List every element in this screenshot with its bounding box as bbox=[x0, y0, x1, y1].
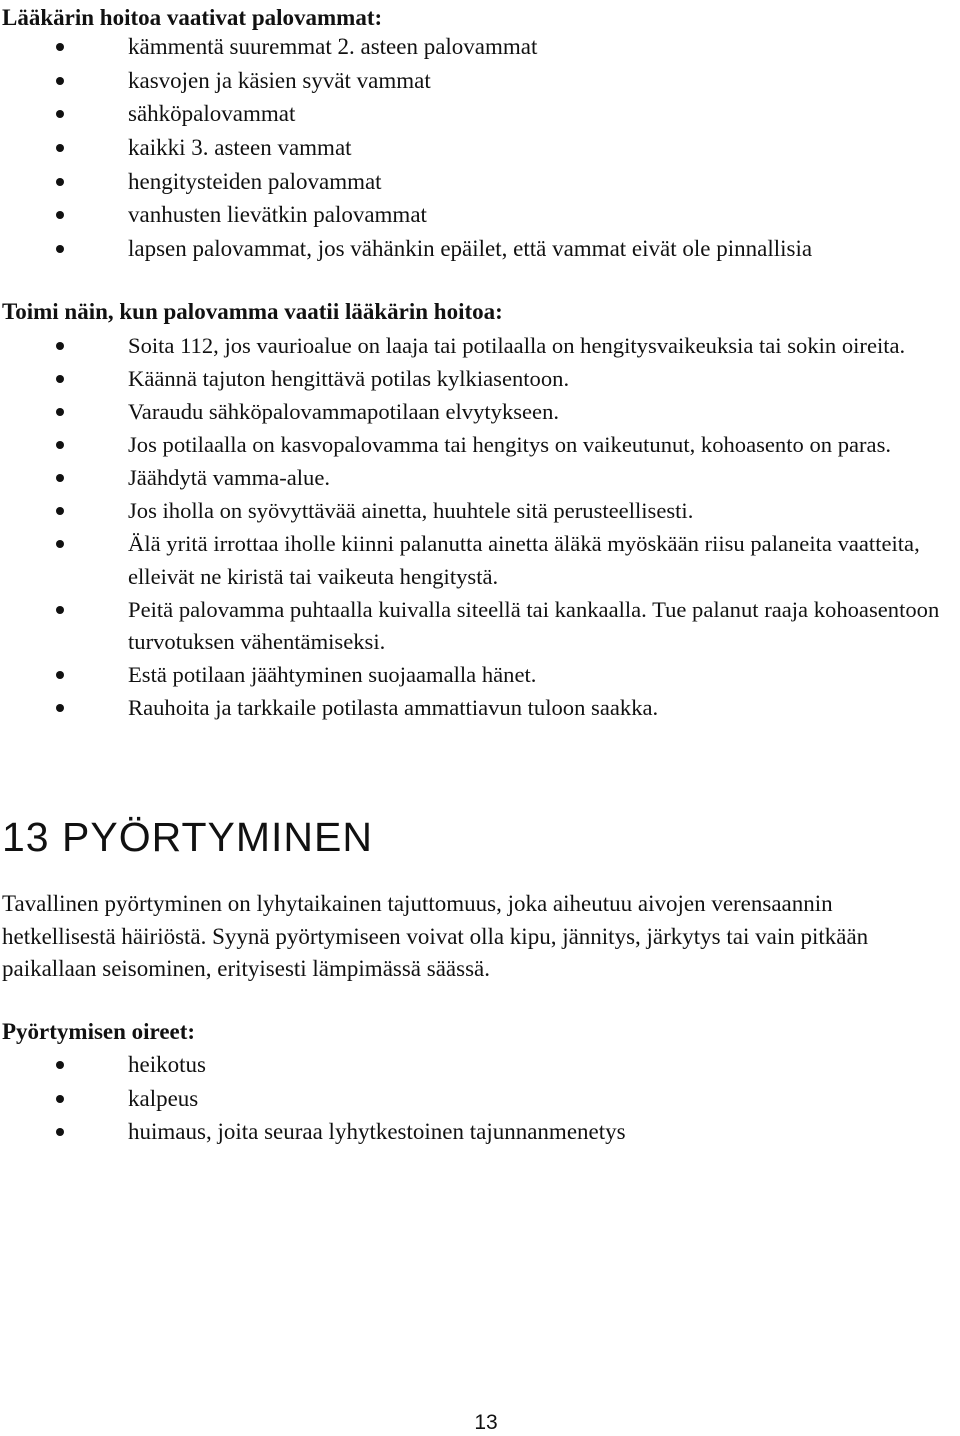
bullet-icon bbox=[56, 507, 64, 515]
bullet-icon bbox=[56, 375, 64, 383]
bullet-icon bbox=[56, 606, 64, 614]
list-item: Soita 112, jos vaurioalue on laaja tai potilaalla on hengitysvaikeuksia tai sokin oireita. bbox=[0, 330, 960, 363]
bullet-icon bbox=[56, 1128, 64, 1136]
list-item: Varaudu sähköpalovammapotilaan elvytykseen. bbox=[0, 396, 960, 429]
list-item: kalpeus bbox=[0, 1082, 960, 1116]
bullet-icon bbox=[56, 1095, 64, 1103]
bullet-icon bbox=[56, 178, 64, 186]
bullet-icon bbox=[56, 110, 64, 118]
list-item: Estä potilaan jäähtyminen suojaamalla hänet. bbox=[0, 659, 960, 692]
list-item: kämmentä suuremmat 2. asteen palovammat bbox=[0, 30, 960, 64]
list-item: huimaus, joita seuraa lyhytkestoinen tajunnanmenetys bbox=[0, 1115, 960, 1149]
chapter-title: 13 PYÖRTYMINEN bbox=[2, 814, 373, 860]
bullet-icon bbox=[56, 441, 64, 449]
list-item: hengitysteiden palovammat bbox=[0, 165, 960, 199]
list-item: heikotus bbox=[0, 1048, 960, 1082]
bullet-icon bbox=[56, 671, 64, 679]
list-item: sähköpalovammat bbox=[0, 97, 960, 131]
list-item: Käännä tajuton hengittävä potilas kylkiasentoon. bbox=[0, 363, 960, 396]
bullet-icon bbox=[56, 144, 64, 152]
actions-list bbox=[0, 330, 960, 725]
list-item: Jos potilaalla on kasvopalovamma tai hengitys on vaikeutunut, kohoasento on paras. bbox=[0, 429, 960, 462]
list-item: kasvojen ja käsien syvät vammat bbox=[0, 64, 960, 98]
actions-heading: Toimi näin, kun palovamma vaatii lääkärin hoitoa: bbox=[2, 299, 503, 324]
symptoms-heading: Pyörtymisen oireet: bbox=[2, 1019, 196, 1044]
list-item: Älä yritä irrottaa iholle kiinni palanutta ainetta äläkä myöskään riisu palaneita vaatteita, elleivät ne kiristä tai vaikeuta hengitystä. bbox=[0, 528, 960, 593]
list-item: lapsen palovammat, jos vähänkin epäilet, että vammat eivät ole pinnallisia bbox=[0, 232, 960, 266]
list-item: Rauhoita ja tarkkaile potilasta ammattiavun tuloon saakka. bbox=[0, 692, 960, 725]
fainting-paragraph: Tavallinen pyörtyminen on lyhytaikainen tajuttomuus, joka aiheutuu aivojen verensaannin hetkellisestä häiriöstä. Syynä pyörtymiseen voivat olla kipu, jännitys, järkytys tai vain pitkään paikallaan seisominen, erityisesti lämpimässä säässä. bbox=[2, 891, 869, 981]
bullet-icon bbox=[56, 77, 64, 85]
page-number: 13 bbox=[474, 1411, 498, 1434]
bullet-icon bbox=[56, 408, 64, 416]
list-item: Jäähdytä vamma-alue. bbox=[0, 462, 960, 495]
burns-heading: Lääkärin hoitoa vaativat palovammat: bbox=[2, 5, 383, 30]
bullet-icon bbox=[56, 43, 64, 51]
bullet-icon bbox=[56, 1061, 64, 1069]
bullet-icon bbox=[56, 342, 64, 350]
burns-list bbox=[0, 30, 960, 266]
list-item: Peitä palovamma puhtaalla kuivalla siteellä tai kankaalla. Tue palanut raaja kohoasentoon turvotuksen vähentämiseksi. bbox=[0, 594, 960, 659]
bullet-icon bbox=[56, 474, 64, 482]
bullet-icon bbox=[56, 211, 64, 219]
bullet-icon bbox=[56, 245, 64, 253]
list-item: vanhusten lievätkin palovammat bbox=[0, 198, 960, 232]
list-item: kaikki 3. asteen vammat bbox=[0, 131, 960, 165]
bullet-icon bbox=[56, 540, 64, 548]
symptoms-list bbox=[0, 1048, 960, 1149]
list-item: Jos iholla on syövyttävää ainetta, huuhtele sitä perusteellisesti. bbox=[0, 495, 960, 528]
bullet-icon bbox=[56, 704, 64, 712]
